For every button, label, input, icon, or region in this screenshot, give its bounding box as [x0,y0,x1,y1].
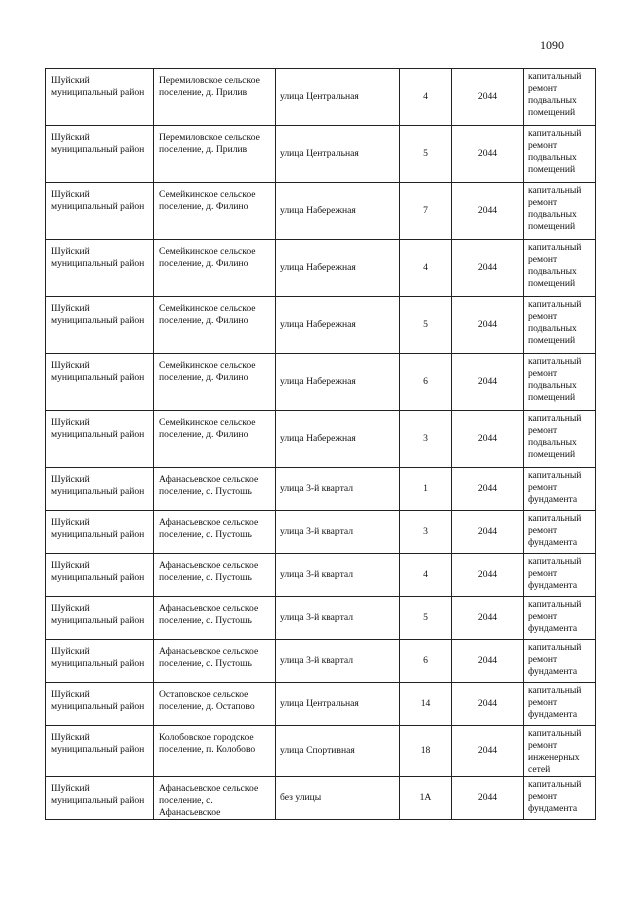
district-cell: Шуйский муниципальный район [46,511,154,554]
year-cell: 2044 [452,411,524,468]
house-number-cell: 7 [400,183,452,240]
settlement-cell: Афанасьевское сельское поселение, с. Пустошь [154,597,276,640]
work-type-cell: капитальный ремонт подвальных помещений [524,183,596,240]
settlement-cell: Афанасьевское сельское поселение, с. Пустошь [154,511,276,554]
house-number-cell: 5 [400,597,452,640]
street-cell: улица Центральная [276,69,400,126]
settlement-cell: Афанасьевское сельское поселение, с. Пустошь [154,468,276,511]
table-row [46,411,596,468]
street-cell: улица Набережная [276,297,400,354]
work-type-cell: капитальный ремонт подвальных помещений [524,297,596,354]
work-type-cell: капитальный ремонт фундамента [524,554,596,597]
table-row [46,126,596,183]
district-cell: Шуйский муниципальный район [46,183,154,240]
year-cell: 2044 [452,69,524,126]
work-type-cell: капитальный ремонт фундамента [524,468,596,511]
year-cell: 2044 [452,511,524,554]
work-type-cell: капитальный ремонт фундамента [524,777,596,820]
street-cell: улица 3-й квартал [276,511,400,554]
settlement-cell: Семейкинское сельское поселение, д. Филино [154,411,276,468]
work-type-cell: капитальный ремонт фундамента [524,511,596,554]
house-number-cell: 6 [400,640,452,683]
table-row [46,354,596,411]
table-row [46,297,596,354]
settlement-cell: Семейкинское сельское поселение, д. Филино [154,240,276,297]
street-cell: улица Центральная [276,126,400,183]
table-row [46,597,596,640]
street-cell: улица 3-й квартал [276,554,400,597]
district-cell: Шуйский муниципальный район [46,640,154,683]
house-number-cell: 6 [400,354,452,411]
settlement-cell: Афанасьевское сельское поселение, с. Пустошь [154,554,276,597]
district-cell: Шуйский муниципальный район [46,554,154,597]
settlement-cell: Колобовское городское поселение, п. Колобово [154,726,276,777]
street-cell: улица Спортивная [276,726,400,777]
settlement-cell: Семейкинское сельское поселение, д. Филино [154,183,276,240]
table-body [46,69,596,820]
district-cell: Шуйский муниципальный район [46,726,154,777]
table-row [46,240,596,297]
work-type-cell: капитальный ремонт подвальных помещений [524,240,596,297]
settlement-cell: Семейкинское сельское поселение, д. Филино [154,297,276,354]
house-number-cell: 1А [400,777,452,820]
district-cell: Шуйский муниципальный район [46,297,154,354]
district-cell: Шуйский муниципальный район [46,354,154,411]
street-cell: улица 3-й квартал [276,468,400,511]
table-row [46,726,596,777]
district-cell: Шуйский муниципальный район [46,683,154,726]
table-row [46,468,596,511]
settlement-cell: Остаповское сельское поселение, д. Остапово [154,683,276,726]
street-cell: улица Набережная [276,354,400,411]
house-number-cell: 3 [400,511,452,554]
year-cell: 2044 [452,777,524,820]
district-cell: Шуйский муниципальный район [46,468,154,511]
house-number-cell: 4 [400,69,452,126]
street-cell: улица Центральная [276,683,400,726]
street-cell: улица 3-й квартал [276,597,400,640]
table-row [46,511,596,554]
settlement-cell: Афанасьевское сельское поселение, с. Афанасьевское [154,777,276,820]
settlement-cell: Афанасьевское сельское поселение, с. Пустошь [154,640,276,683]
year-cell: 2044 [452,354,524,411]
district-cell: Шуйский муниципальный район [46,777,154,820]
table-row [46,183,596,240]
year-cell: 2044 [452,640,524,683]
work-type-cell: капитальный ремонт подвальных помещений [524,69,596,126]
district-cell: Шуйский муниципальный район [46,69,154,126]
house-number-cell: 3 [400,411,452,468]
settlement-cell: Семейкинское сельское поселение, д. Филино [154,354,276,411]
street-cell: без улицы [276,777,400,820]
year-cell: 2044 [452,297,524,354]
street-cell: улица Набережная [276,411,400,468]
street-cell: улица Набережная [276,240,400,297]
work-type-cell: капитальный ремонт фундамента [524,640,596,683]
table-row [46,777,596,820]
year-cell: 2044 [452,183,524,240]
year-cell: 2044 [452,468,524,511]
house-number-cell: 4 [400,240,452,297]
house-number-cell: 4 [400,554,452,597]
table-row [46,554,596,597]
street-cell: улица 3-й квартал [276,640,400,683]
district-cell: Шуйский муниципальный район [46,126,154,183]
table-row [46,683,596,726]
house-number-cell: 1 [400,468,452,511]
district-cell: Шуйский муниципальный район [46,240,154,297]
table-row [46,69,596,126]
house-number-cell: 14 [400,683,452,726]
house-number-cell: 5 [400,126,452,183]
housing-repair-table [45,68,596,820]
house-number-cell: 18 [400,726,452,777]
work-type-cell: капитальный ремонт подвальных помещений [524,411,596,468]
work-type-cell: капитальный ремонт фундамента [524,683,596,726]
page-number: 1090 [540,38,564,52]
district-cell: Шуйский муниципальный район [46,411,154,468]
work-type-cell: капитальный ремонт подвальных помещений [524,126,596,183]
district-cell: Шуйский муниципальный район [46,597,154,640]
year-cell: 2044 [452,597,524,640]
work-type-cell: капитальный ремонт подвальных помещений [524,354,596,411]
year-cell: 2044 [452,554,524,597]
year-cell: 2044 [452,240,524,297]
table-row [46,640,596,683]
year-cell: 2044 [452,126,524,183]
settlement-cell: Пеpемиловское сельское поселение, д. Прилив [154,69,276,126]
work-type-cell: капитальный ремонт инженерных сетей [524,726,596,777]
work-type-cell: капитальный ремонт фундамента [524,597,596,640]
year-cell: 2044 [452,683,524,726]
year-cell: 2044 [452,726,524,777]
street-cell: улица Набережная [276,183,400,240]
settlement-cell: Пеpемиловское сельское поселение, д. Прилив [154,126,276,183]
house-number-cell: 5 [400,297,452,354]
